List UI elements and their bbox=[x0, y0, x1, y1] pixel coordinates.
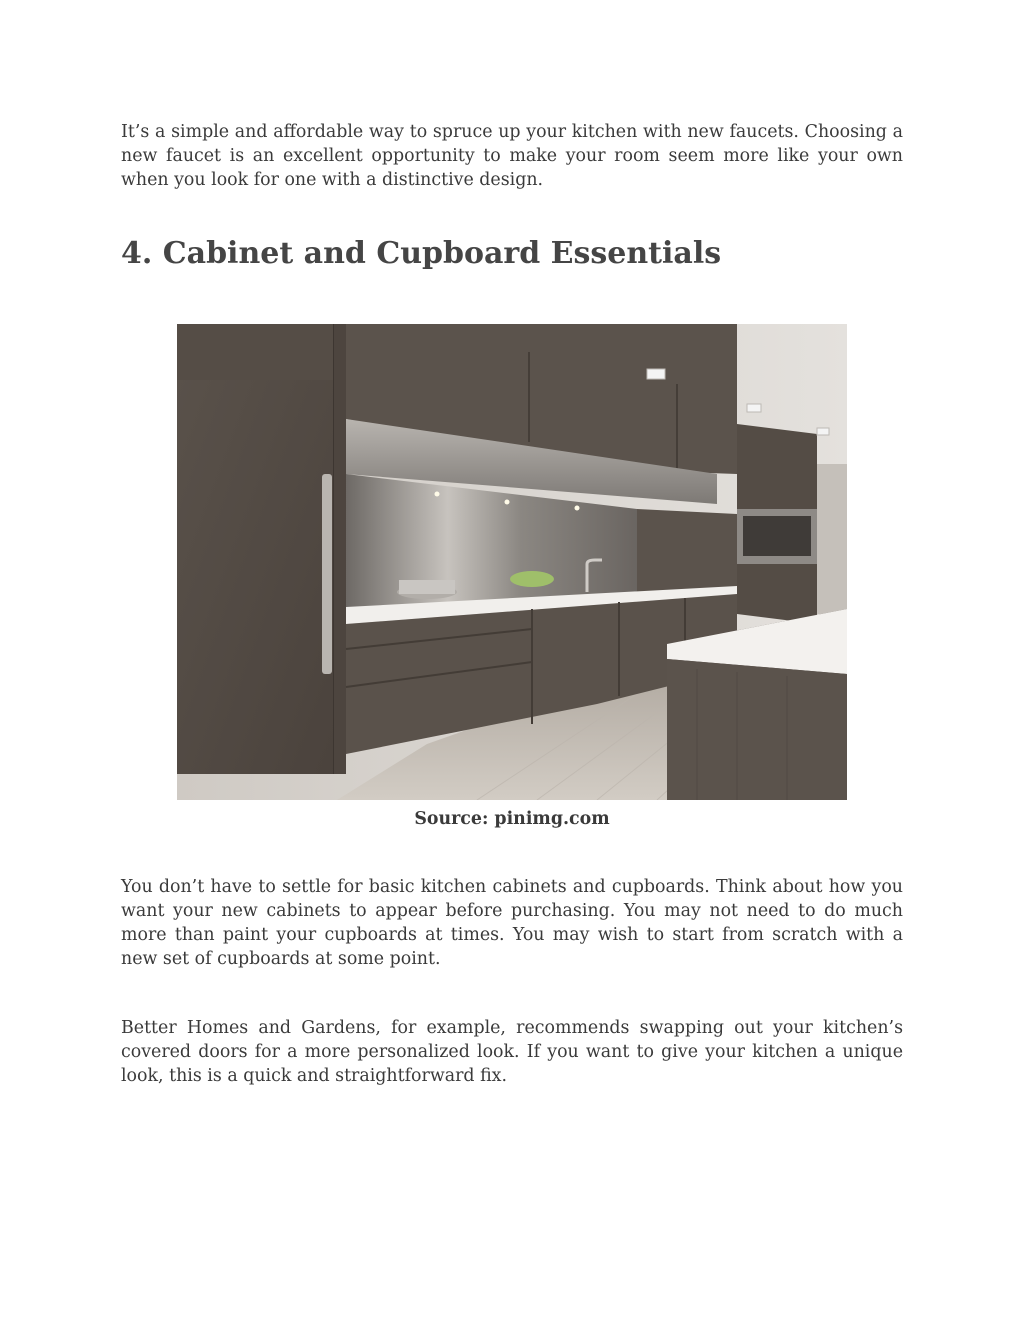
intro-paragraph: It’s a simple and affordable way to spruce up your kitchen with new faucets. Choosing a new faucet is an excellent opportunity to make your room seem more like your own when you look for one with a distinctive design. bbox=[121, 122, 903, 190]
kitchen-cabinets-photo bbox=[177, 324, 847, 800]
section-heading: 4. Cabinet and Cupboard Essentials bbox=[121, 236, 722, 271]
body-paragraph: You don’t have to settle for basic kitchen cabinets and cupboards. Think about how you want your new cabinets to appear before purchasing. You may not need to do much more than paint your cupboards at times. You may wish to start from scratch with a new set of cupboards at some point. bbox=[121, 877, 903, 969]
figure-caption: Source: pinimg.com bbox=[414, 809, 610, 829]
body-paragraph: Better Homes and Gardens, for example, recommends swapping out your kitchen’s covered doors for a more personalized look. If you want to give your kitchen a unique look, this is a quick and straightforward fix. bbox=[121, 1018, 903, 1086]
